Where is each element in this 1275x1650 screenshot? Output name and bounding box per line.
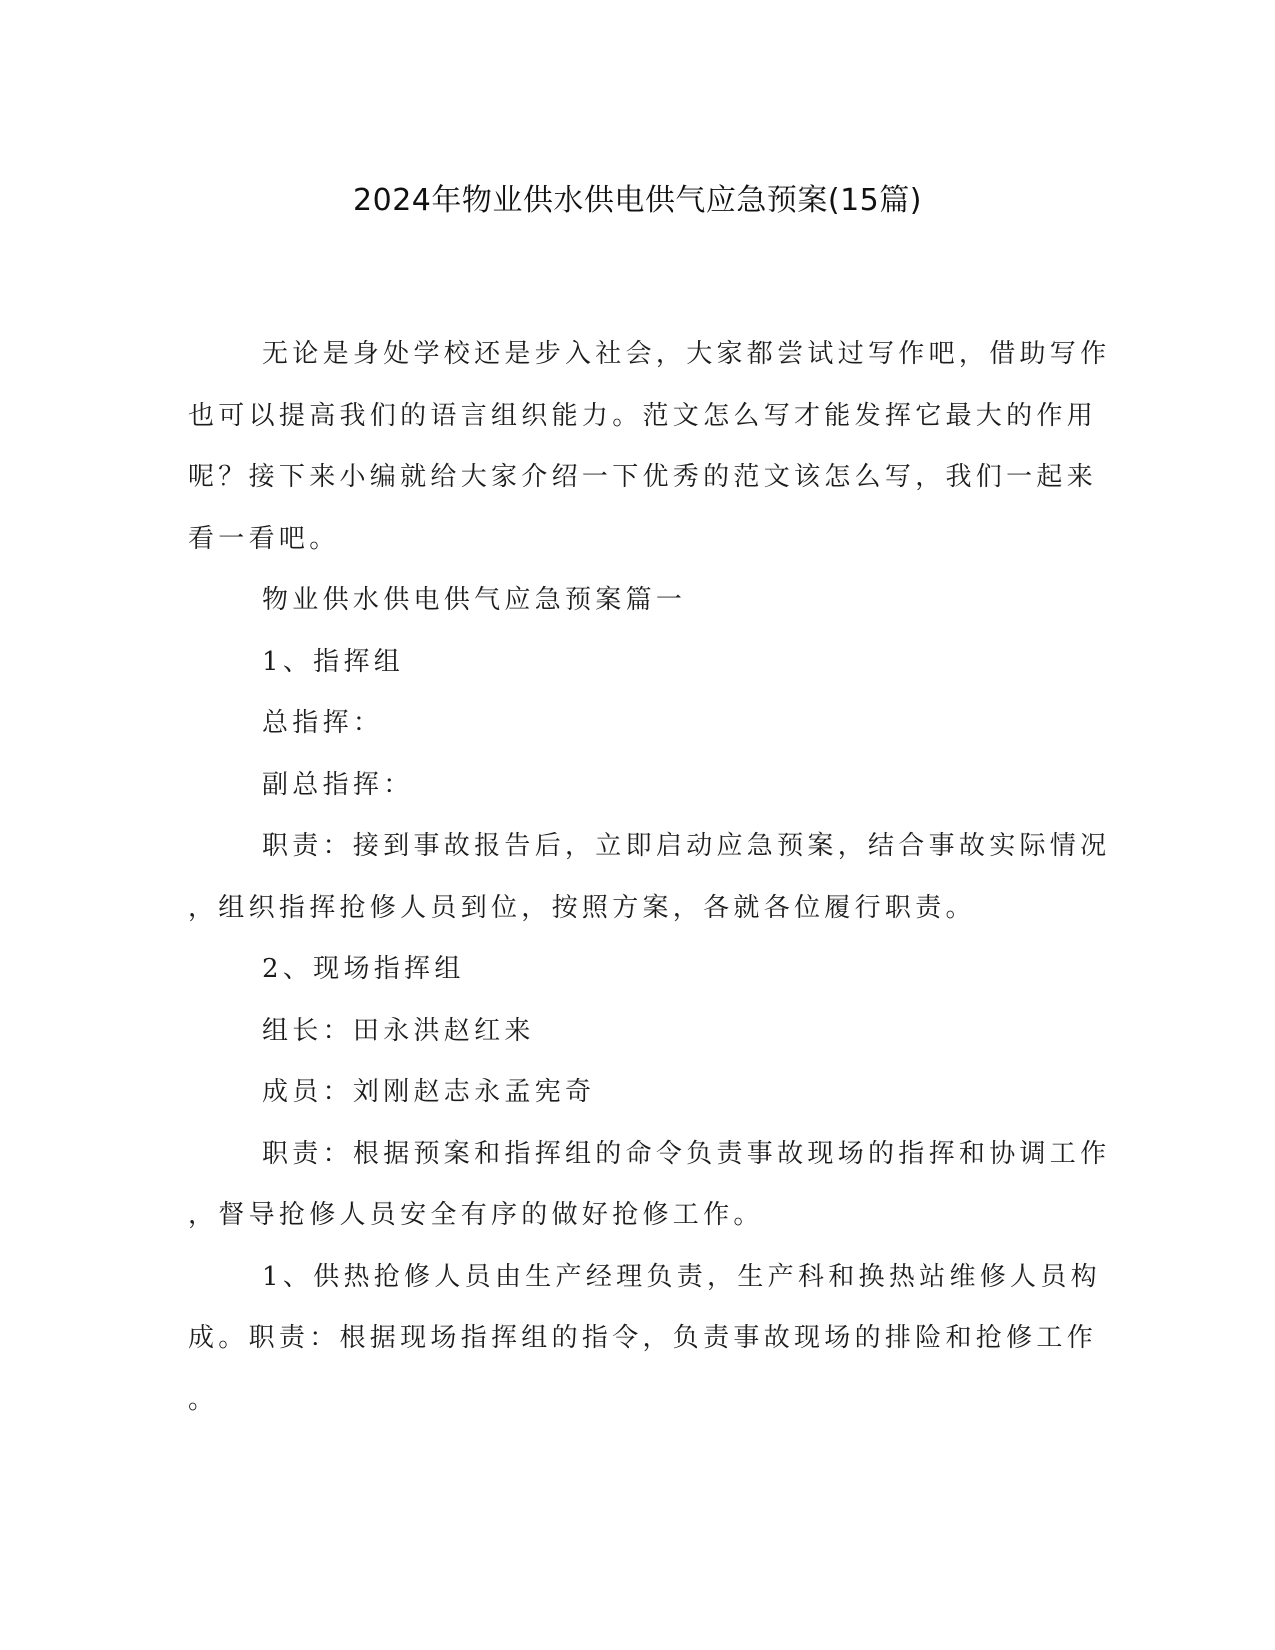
paragraph-line: 也可以提高我们的语言组织能力。范文怎么写才能发挥它最大的作用 (188, 400, 1098, 431)
paragraph-line: ，组织指挥抢修人员到位，按照方案，各就各位履行职责。 (188, 892, 976, 923)
paragraph-line: ，督导抢修人员安全有序的做好抢修工作。 (188, 1200, 764, 1230)
paragraph-line: 成。职责：根据现场指挥组的指令，负责事故现场的排险和抢修工作 (188, 1323, 1098, 1353)
paragraph-line: 职责：根据预案和指挥组的命令负责事故现场的指挥和协调工作 (262, 1138, 1111, 1169)
paragraph-line: 1、供热抢修人员由生产经理负责，生产科和换热站维修人员构 (262, 1261, 1101, 1292)
paragraph-line: 组长：田永洪赵红来 (262, 1015, 535, 1046)
paragraph-line: 看一看吧。 (188, 523, 340, 554)
paragraph-line: 成员：刘刚赵志永孟宪奇 (262, 1077, 596, 1107)
section-heading: 物业供水供电供气应急预案篇一 (262, 585, 687, 615)
paragraph-line: 2、现场指挥组 (262, 954, 465, 984)
document-body (188, 324, 1111, 1431)
paragraph-line: 呢？接下来小编就给大家介绍一下优秀的范文该怎么写，我们一起来 (188, 462, 1098, 492)
paragraph-line: 无论是身处学校还是步入社会，大家都尝试过写作吧，借助写作 (262, 339, 1111, 369)
paragraph-line: 总指挥： (262, 708, 384, 738)
paragraph-line: 职责：接到事故报告后，立即启动应急预案，结合事故实际情况 (262, 831, 1111, 861)
paragraph-line: 。 (188, 1384, 219, 1415)
paragraph-line: 副总指挥： (262, 769, 414, 800)
document-title: 2024年物业供水供电供气应急预案(15篇) (353, 183, 922, 218)
paragraph-line: 1、指挥组 (262, 646, 405, 677)
